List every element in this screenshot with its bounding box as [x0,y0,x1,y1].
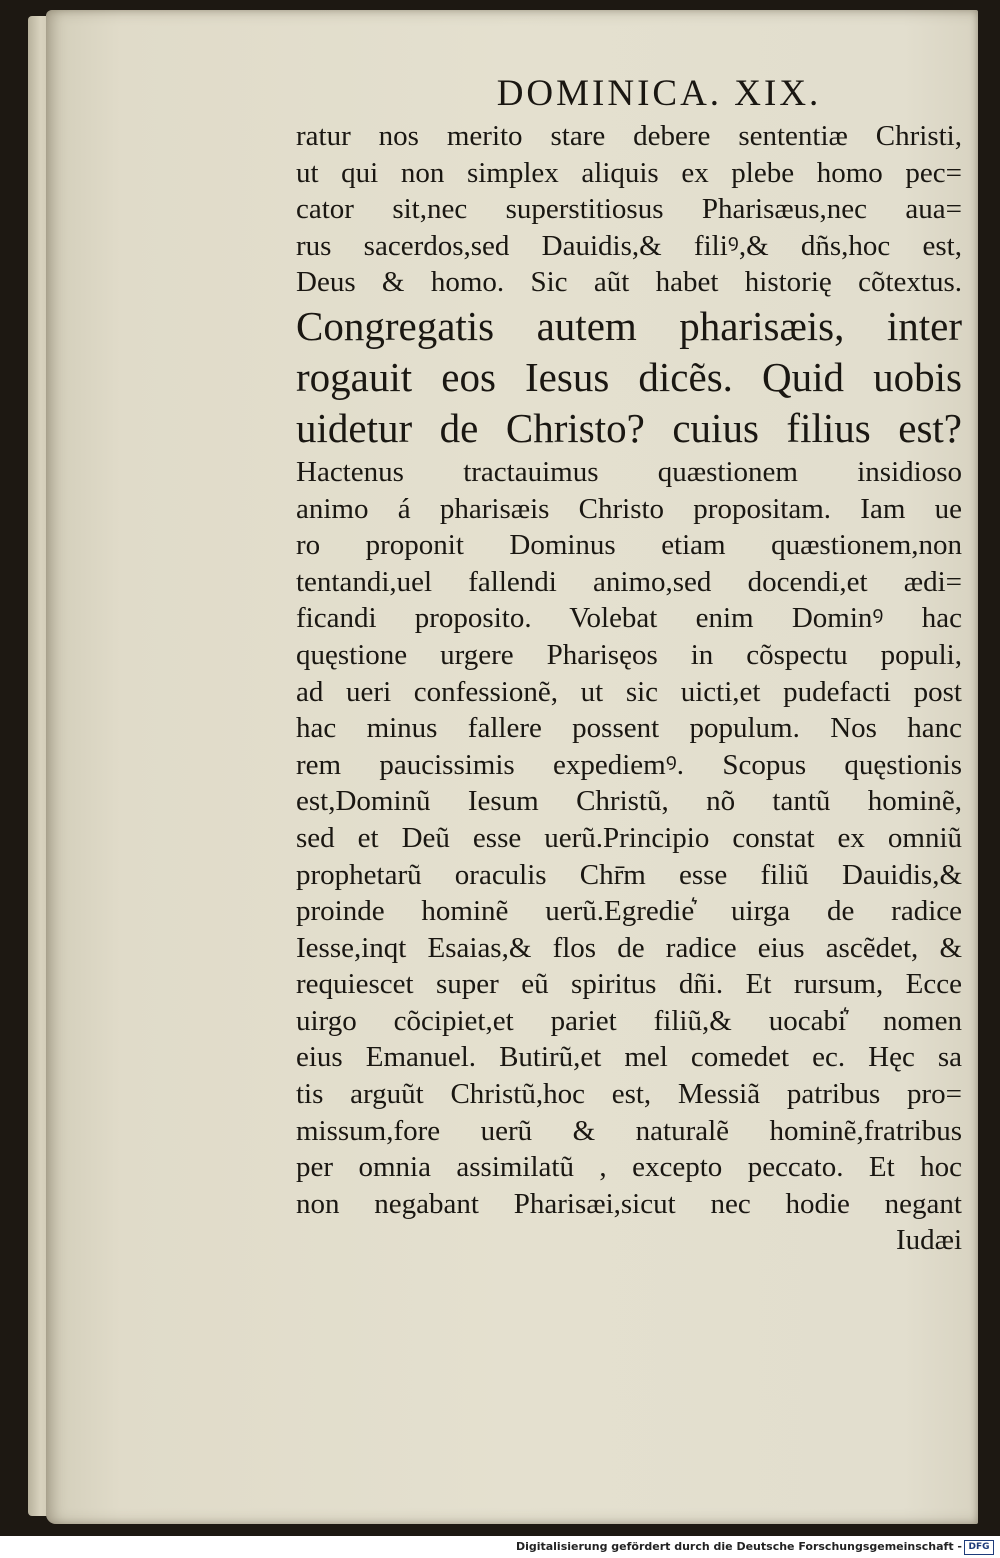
text-line: uidetur de Christo? cuius filius est? [296,404,962,451]
text-block [296,70,962,1259]
text-line: ro proponit Dominus etiam quæstionem,non [296,529,962,562]
text-line: requiescet super eũ spiritus dñi. Et rursum, Ecce [296,968,962,1001]
body-text [296,118,962,1222]
text-line: eius Emanuel. Butirũ,et mel comedet ec. Hęc sa [296,1041,962,1074]
dfg-logo-icon: DFG [964,1540,994,1555]
text-line: Deus & homo. Sic aũt habet historię cõtextus. [296,266,962,299]
text-line: ficandi proposito. Volebat enim Dominꝰ hac [296,602,962,635]
catchword: Iudæi [895,1224,962,1257]
text-line: prophetarũ oraculis Chr̄m esse filiũ Dauidis,& [296,858,962,891]
text-line: animo á pharisæis Christo propositam. Iam ue [296,492,962,525]
text-line: hac minus fallere possent populum. Nos hanc [296,712,962,745]
text-line: uirgo cõcipiet,et pariet filiũ,& uocabi͛ nomen [296,1004,962,1037]
text-line: rus sacerdos,sed Dauidis,& filiꝰ,& dñs,hoc est, [296,229,962,262]
text-line: est,Dominũ Iesum Christũ, nõ tantũ hominẽ, [296,785,962,818]
text-line: ratur nos merito stare debere sententiæ Christi, [296,120,962,152]
text-line: rem paucissimis expediemꝰ. Scopus quęstionis [296,748,962,781]
text-line: missum,fore uerũ & naturalẽ hominẽ,fratribus [296,1114,962,1147]
text-line: quęstione urgere Pharisęos in cõspectu populi, [296,638,962,671]
text-line: Congregatis autem pharisæis, inter [296,302,962,349]
footer [0,1536,1000,1558]
text-line: Hactenus tractauimus quæstionem insidioso [296,455,962,488]
text-line: tis arguũt Christũ,hoc est, Messiã patribus pro= [296,1078,962,1111]
text-line: proinde hominẽ uerũ.Egredie͛ uirga de radice [296,895,962,928]
text-line: per omnia assimilatũ , excepto peccato. Et hoc [296,1151,962,1184]
text-line: sed et Deũ esse uerũ.Principio constat ex omniũ [296,821,962,854]
running-head: DOMINICA. XIX. [496,73,822,114]
text-line: tentandi,uel fallendi animo,sed docendi,et ædi= [296,565,962,598]
text-line: Iesse,inqt Esaias,& flos de radice eius ascẽdet, & [296,931,962,964]
funding-credit: Digitalisierung gefördert durch die Deutsche Forschungsgemeinschaft - [515,1540,962,1553]
text-line: cator sit,nec superstitiosus Pharisæus,nec aua= [296,193,962,226]
text-line: ut qui non simplex aliquis ex plebe homo pec= [296,156,962,189]
text-line: rogauit eos Iesus dicẽs. Quid uobis [296,353,962,400]
text-line: non negabant Pharisæi,sicut nec hodie negant [296,1187,962,1220]
text-line: ad ueri confessionẽ, ut sic uicti,et pudefacti post [296,675,962,708]
